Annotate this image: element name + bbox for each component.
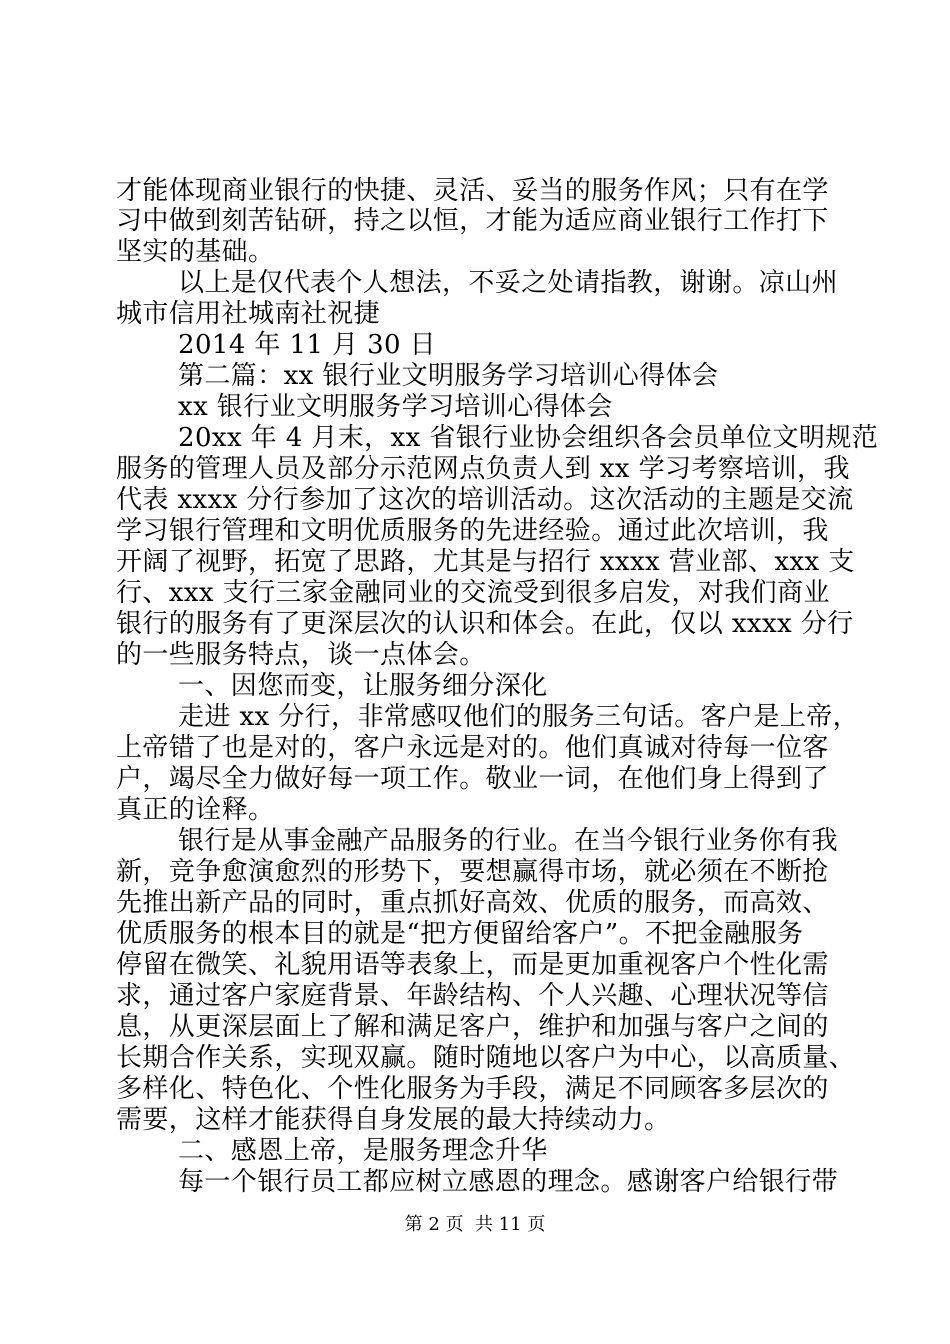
- text-line: 优质服务的根本目的就是“把方便留给客户”。不把金融服务: [116, 919, 804, 949]
- text-line: 需要，这样才能获得自身发展的最大持续动力。: [116, 1105, 671, 1135]
- text-line: 坚实的基础。: [116, 237, 275, 267]
- text-line: 银行的服务有了更深层次的认识和体会。在此，仅以 xxxx 分行: [116, 609, 854, 639]
- text-line: 走进 xx 分行，非常感叹他们的服务三句话。客户是上帝，: [178, 702, 860, 732]
- text-line: 户，竭尽全力做好每一项工作。敬业一词，在他们身上得到了: [116, 764, 829, 794]
- section-title: 第二篇：xx 银行业文明服务学习培训心得体会: [178, 361, 719, 391]
- text-line: 20xx 年 4 月末，xx 省银行业协会组织各会员单位文明规范: [178, 423, 879, 453]
- text-line: 开阔了视野，拓宽了思路，尤其是与招行 xxxx 营业部、xxx 支: [116, 547, 855, 577]
- text-line: 先推出新产品的同时，重点抓好高效、优质的服务，而高效、: [116, 888, 829, 918]
- text-line: 银行是从事金融产品服务的行业。在当今银行业务你有我: [178, 826, 839, 856]
- text-line: 求，通过客户家庭背景、年龄结构、个人兴趣、心理状况等信: [116, 981, 829, 1011]
- text-line: 以上是仅代表个人想法，不妥之处请指教，谢谢。凉山州: [178, 268, 839, 298]
- text-line: 停留在微笑、礼貌用语等表象上，而是更加重视客户个性化需: [116, 950, 829, 980]
- text-line: 的一些服务特点，谈一点体会。: [116, 640, 486, 670]
- subheading: 一、因您而变，让服务细分深化: [178, 671, 548, 701]
- date-line: 2014 年 11 月 30 日: [178, 330, 437, 360]
- subheading: 二、感恩上帝，是服务理念升华: [178, 1136, 548, 1166]
- text-line: 长期合作关系，实现双赢。随时随地以客户为中心，以高质量、: [116, 1043, 856, 1073]
- text-line: 代表 xxxx 分行参加了这次的培训活动。这次活动的主题是交流: [116, 485, 854, 515]
- text-line: 才能体现商业银行的快捷、灵活、妥当的服务作风；只有在学: [116, 176, 829, 206]
- text-line: 多样化、特色化、个性化服务为手段，满足不同顾客多层次的: [116, 1074, 829, 1104]
- text-line: 每一个银行员工都应树立感恩的理念。感谢客户给银行带: [178, 1167, 839, 1197]
- text-line: 习中做到刻苦钻研，持之以恒，才能为适应商业银行工作打下: [116, 206, 829, 236]
- text-line: 新，竞争愈演愈烈的形势下，要想赢得市场，就必须在不断抢: [116, 857, 829, 887]
- text-line: 行、xxx 支行三家金融同业的交流受到很多启发，对我们商业: [116, 578, 830, 608]
- article-title: xx 银行业文明服务学习培训心得体会: [178, 392, 613, 422]
- text-line: 服务的管理人员及部分示范网点负责人到 xx 学习考察培训，我: [116, 454, 850, 484]
- page-number-footer: 第 2 页 共 11 页: [404, 1214, 546, 1235]
- text-line: 上帝错了也是对的，客户永远是对的。他们真诚对待每一位客: [116, 733, 829, 763]
- text-line: 真正的诠释。: [116, 795, 275, 825]
- text-line: 息，从更深层面上了解和满足客户，维护和加强与客户之间的: [116, 1012, 829, 1042]
- text-line: 学习银行管理和文明优质服务的先进经验。通过此次培训，我: [116, 516, 829, 546]
- text-line: 城市信用社城南社祝捷: [116, 299, 381, 329]
